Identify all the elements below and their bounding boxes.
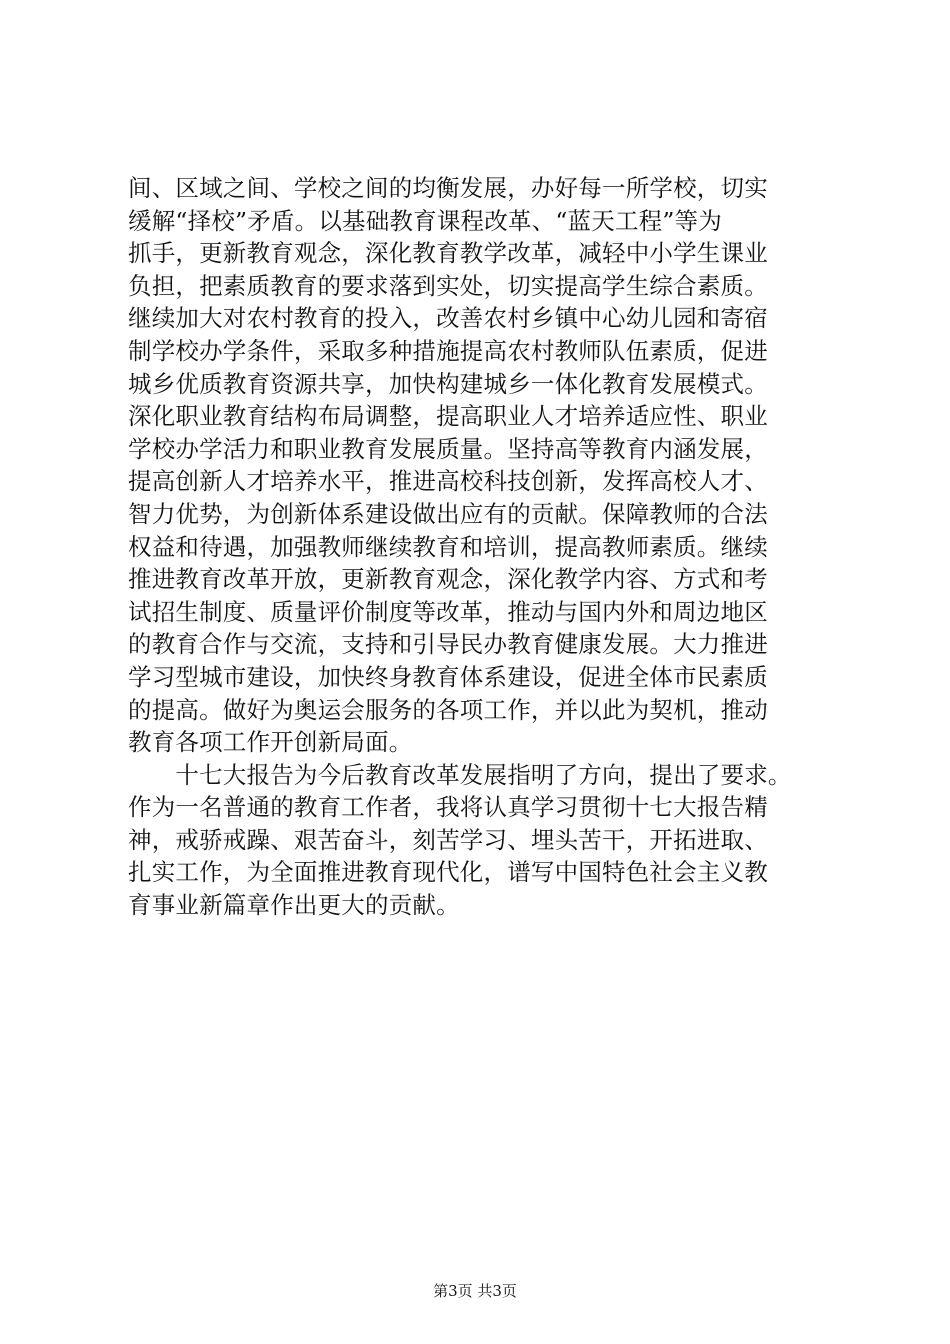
text-line: 抓手，更新教育观念，深化教育教学改革，减轻中小学生课业 (128, 239, 768, 268)
text-line: 城乡优质教育资源共享，加快构建城乡一体化教育发展模式。 (128, 369, 768, 398)
text-line: 作为一名普通的教育工作者，我将认真学习贯彻十七大报告精 (128, 793, 768, 822)
text-line: 制学校办学条件，采取多种措施提高农村教师队伍素质，促进 (128, 336, 768, 365)
text-line: 缓解“择校”矛盾。以基础教育课程改革、“蓝天工程”等为 (128, 206, 722, 235)
text-line: 负担，把素质教育的要求落到实处，切实提高学生综合素质。 (128, 271, 768, 300)
text-line: 权益和待遇，加强教师继续教育和培训，提高教师素质。继续 (128, 532, 768, 561)
text-line: 间、区域之间、学校之间的均衡发展，办好每一所学校，切实 (128, 174, 768, 202)
text-line: 育事业新篇章作出更大的贡献。 (128, 891, 460, 920)
text-line: 提高创新人才培养水平，推进高校科技创新，发挥高校人才、 (128, 467, 768, 496)
text-line: 继续加大对农村教育的投入，改善农村乡镇中心幼儿园和寄宿 (128, 304, 768, 333)
text-line: 学校办学活力和职业教育发展质量。坚持高等教育内涵发展， (128, 434, 768, 463)
text-line: 的提高。做好为奥运会服务的各项工作，并以此为契机，推动 (128, 695, 768, 724)
text-line: 教育各项工作开创新局面。 (128, 728, 413, 757)
text-line: 深化职业教育结构布局调整，提高职业人才培养适应性、职业 (128, 402, 768, 431)
text-line: 推进教育改革开放，更新教育观念，深化教学内容、方式和考 (128, 565, 768, 594)
text-line: 学习型城市建设，加快终身教育体系建设，促进全体市民素质 (128, 662, 768, 691)
text-line: 试招生制度、质量评价制度等改革，推动与国内外和周边地区 (128, 597, 768, 626)
text-line: 智力优势，为创新体系建设做出应有的贡献。保障教师的合法 (128, 499, 768, 528)
page-number-footer: 第3页 共3页 (433, 1282, 517, 1300)
text-line: 的教育合作与交流，支持和引导民办教育健康发展。大力推进 (128, 630, 768, 659)
text-line: 十七大报告为今后教育改革发展指明了方向，提出了要求。 (128, 760, 792, 789)
text-line: 扎实工作，为全面推进教育现代化，谱写中国特色社会主义教 (128, 858, 768, 887)
text-line: 神，戒骄戒躁、艰苦奋斗，刻苦学习、埋头苦干，开拓进取、 (128, 825, 768, 854)
document-body (128, 172, 828, 922)
